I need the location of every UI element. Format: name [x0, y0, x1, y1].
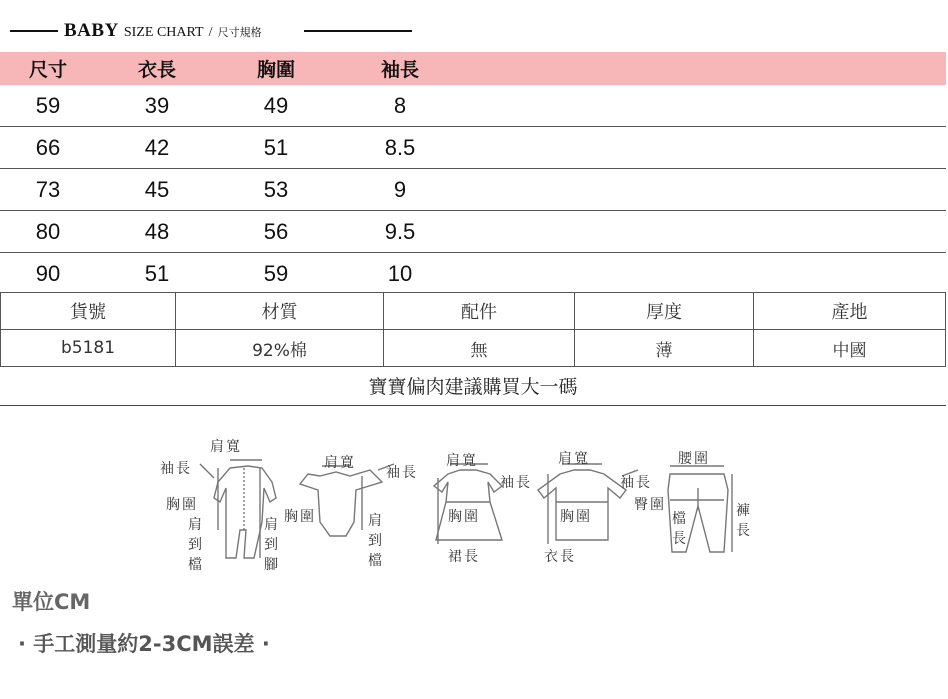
top-shoulder-label: 肩寬: [558, 451, 590, 467]
top-length-label: 衣長: [544, 549, 576, 565]
pants-length-1: 褲: [736, 503, 752, 519]
romper-sleeve-label: 袖長: [160, 461, 192, 477]
romper-shoulder-foot-1: 肩: [264, 517, 280, 533]
romper-shoulder-label: 肩寬: [210, 439, 242, 455]
pants-waist-label: 腰圍: [678, 451, 710, 467]
table-row: [0, 211, 946, 253]
pants-crotch-1: 檔: [672, 511, 688, 527]
spec-table: [0, 292, 946, 367]
spec-origin: 中國: [754, 330, 946, 367]
cell-size: 73: [35, 176, 61, 202]
romper-shoulder-foot-3: 腳: [264, 557, 280, 573]
size-chart-title: [64, 18, 262, 44]
cell-sleeve: 9.5: [384, 218, 416, 244]
pants-crotch-2: 長: [672, 531, 688, 547]
measurement-diagrams: [150, 430, 780, 580]
col-sleeve: 袖長: [380, 59, 419, 81]
spec-header-thickness: 厚度: [575, 293, 754, 330]
size-chart-title-bar: [0, 18, 948, 44]
size-table-header: [0, 52, 946, 85]
cell-sleeve: 9: [393, 176, 407, 202]
title-baby: BABY: [64, 20, 119, 41]
romper-shoulder-crotch-1: 肩: [188, 517, 204, 533]
bodysuit-shoulder-crotch-3: 檔: [368, 553, 384, 569]
bodysuit-shoulder-crotch-2: 到: [368, 533, 384, 549]
title-chinese: 尺寸規格: [217, 26, 262, 39]
cell-length: 45: [144, 176, 170, 202]
cell-length: 42: [144, 134, 170, 160]
pants-side-sleeve-label: 袖長: [620, 475, 652, 491]
top-sleeve-label: 袖長: [500, 475, 532, 491]
spec-header-item-no: 貨號: [1, 293, 176, 330]
cell-chest: 51: [263, 134, 289, 160]
bodysuit-shoulder-label: 肩寬: [324, 455, 356, 471]
dress-shoulder-label: 肩寬: [446, 453, 478, 469]
top-chest-label: 胸圍: [560, 509, 592, 525]
cell-sleeve: 8: [393, 92, 407, 118]
cell-size: 80: [35, 218, 61, 244]
cell-size: 90: [35, 260, 61, 286]
cell-length: 48: [144, 218, 170, 244]
spec-header-material: 材質: [176, 293, 384, 330]
sizing-note: 寶寶偏肉建議購買大一碼: [0, 369, 946, 406]
title-separator: /: [208, 25, 213, 40]
cell-length: 39: [144, 92, 170, 118]
spec-accessories: 無: [384, 330, 575, 367]
spec-material: 92%棉: [176, 330, 384, 367]
cell-size: 59: [35, 92, 61, 118]
romper-shoulder-crotch-2: 到: [188, 537, 204, 553]
cell-chest: 49: [263, 92, 289, 118]
bodysuit-chest-label: 胸圍: [284, 509, 316, 525]
romper-shoulder-crotch-3: 檔: [188, 557, 204, 573]
cell-sleeve: 10: [387, 260, 413, 286]
bodysuit-sleeve-label: 袖長: [386, 465, 418, 481]
cell-size: 66: [35, 134, 61, 160]
spec-value-row: [1, 330, 946, 367]
dress-chest-label: 胸圍: [448, 509, 480, 525]
table-row: [0, 253, 946, 294]
unit-label: 單位CM: [12, 590, 91, 614]
cell-sleeve: 8.5: [384, 134, 416, 160]
title-left-rule: [10, 30, 58, 32]
col-chest: 胸圍: [256, 59, 295, 81]
measurement-error-note: · 手工測量約2-3CM誤差 ·: [18, 632, 270, 656]
dress-skirt-label: 裙長: [448, 549, 480, 565]
size-table: [0, 52, 948, 294]
bodysuit-shoulder-crotch-1: 肩: [368, 513, 384, 529]
spec-header-origin: 產地: [754, 293, 946, 330]
romper-shoulder-foot-2: 到: [264, 537, 280, 553]
cell-chest: 56: [263, 218, 289, 244]
pants-length-2: 長: [736, 523, 752, 539]
title-right-rule: [304, 30, 412, 32]
cell-chest: 59: [263, 260, 289, 286]
romper-chest-label: 胸圍: [166, 497, 198, 513]
cell-chest: 53: [263, 176, 289, 202]
spec-header-accessories: 配件: [384, 293, 575, 330]
col-size: 尺寸: [28, 59, 67, 81]
pants-hip-label: 臀圍: [634, 497, 666, 513]
table-row: [0, 127, 946, 169]
table-row: [0, 169, 946, 211]
table-row: [0, 85, 946, 127]
col-length: 衣長: [137, 59, 176, 81]
spec-header-row: [1, 293, 946, 330]
title-size-chart: SIZE CHART: [123, 25, 204, 40]
cell-length: 51: [144, 260, 170, 286]
spec-item-no: b5181: [1, 330, 176, 367]
spec-thickness: 薄: [575, 330, 754, 367]
dress-sketch: [434, 464, 502, 544]
